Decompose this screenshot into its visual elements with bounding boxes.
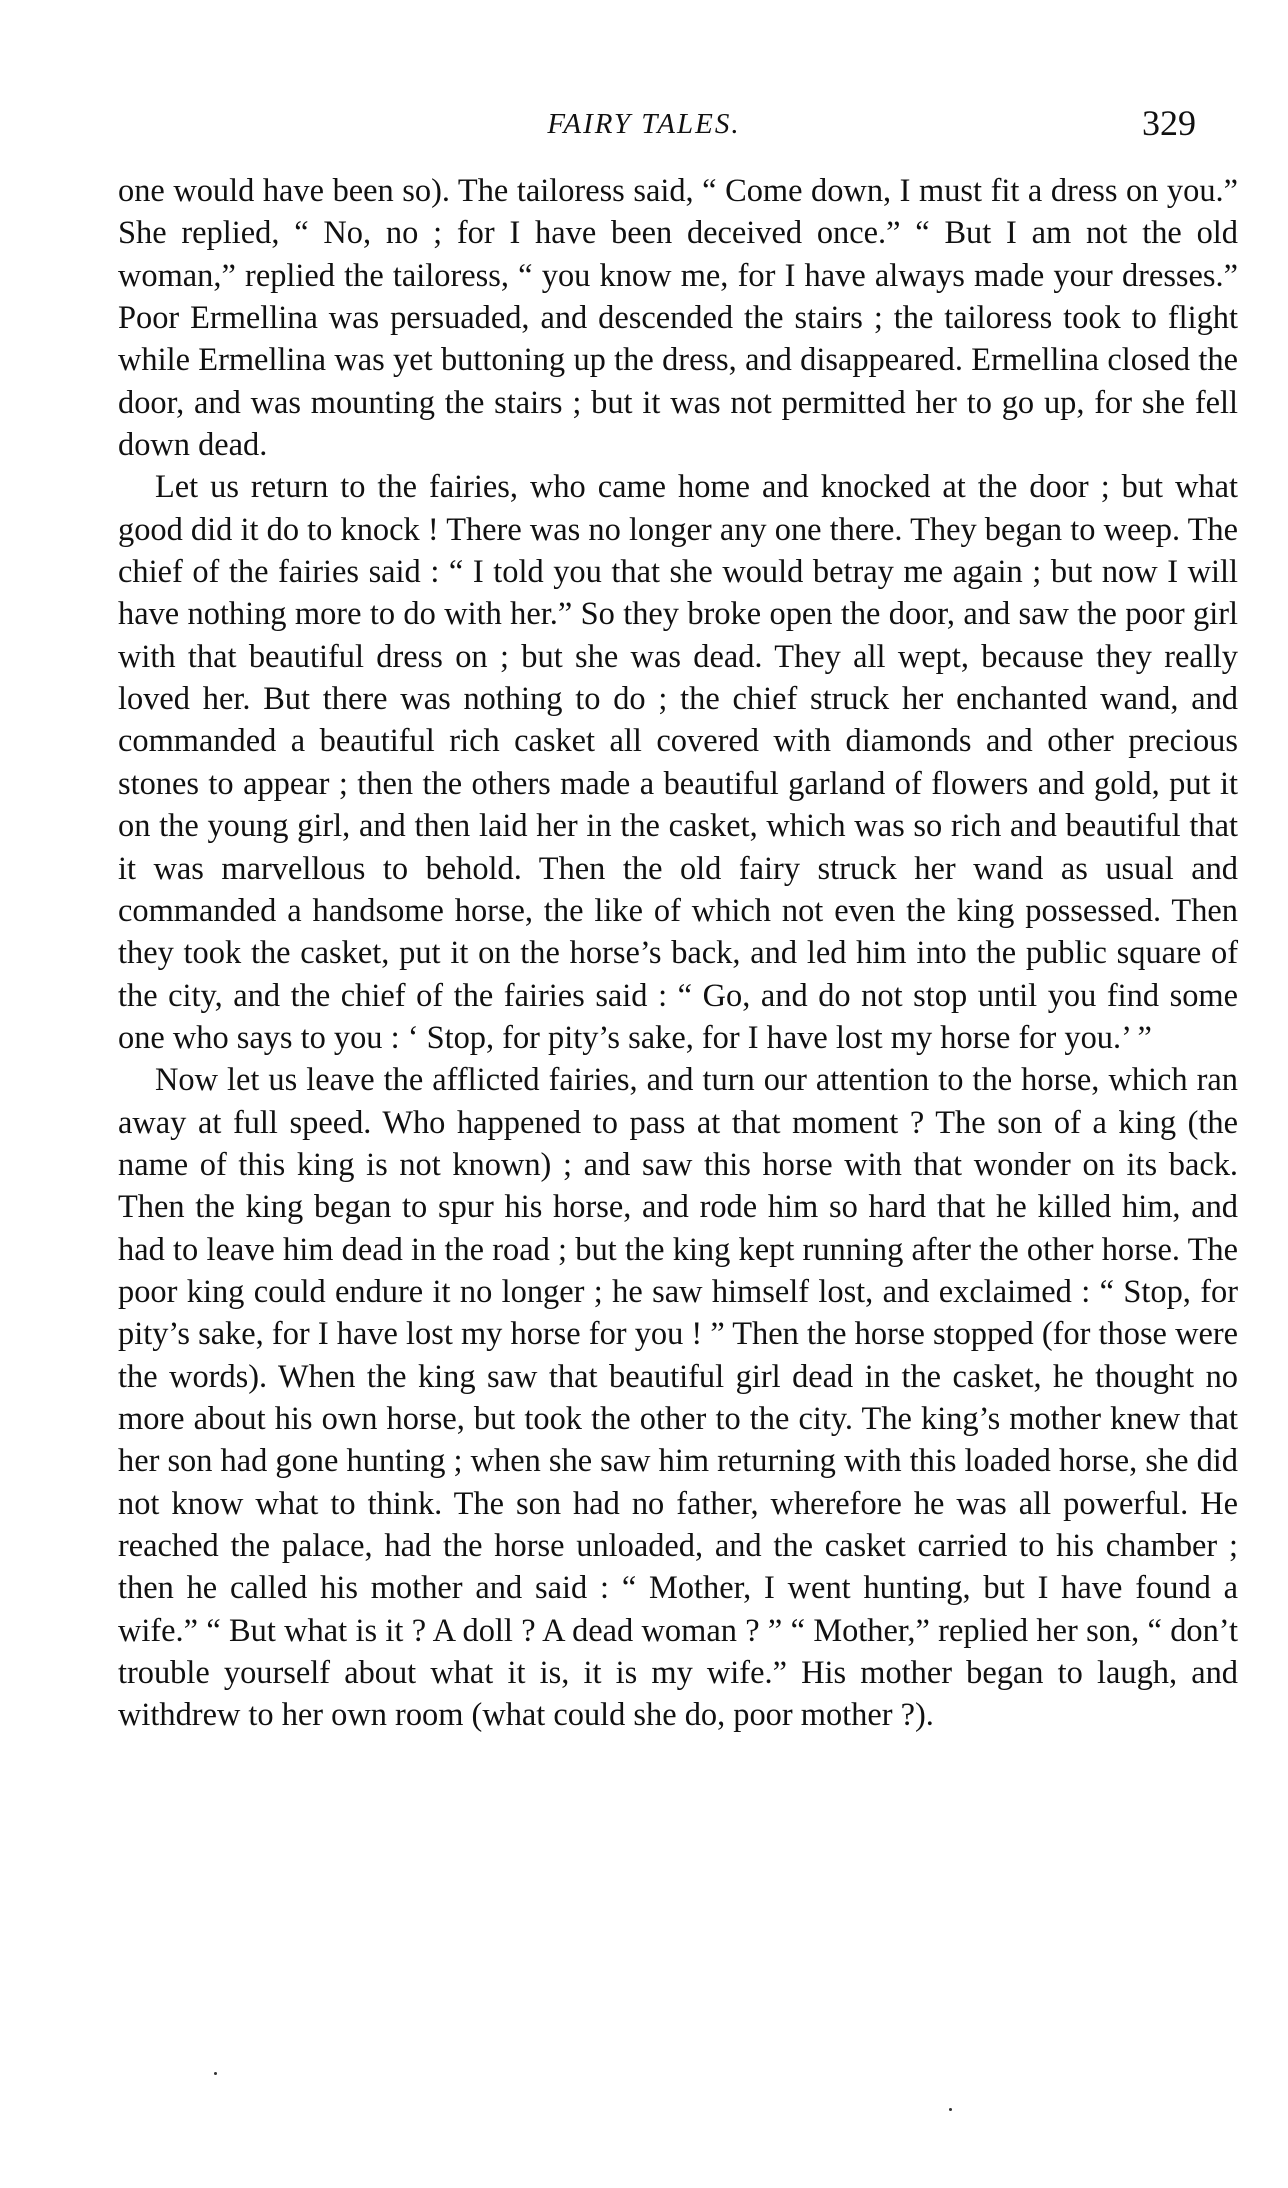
print-speck bbox=[949, 2108, 952, 2111]
print-speck bbox=[214, 2072, 217, 2075]
paragraph-continued: one would have been so). The tailoress said, “ Come down, I must fit a dress on you.” She replied, “ No, no ; for I have been deceived once.” “ But I am not the old woman,” replied the tailoress, “ you know me, for I have always made your dresses.” Poor Ermellina was persuaded, and descended the stairs ; the tailoress took to flight while Ermellina was yet buttoning up the dress, and disappeared. Ermellina closed the door, and was mounting the stairs ; but it was not permitted her to go up, for she fell down dead. bbox=[118, 173, 1238, 464]
paragraph: Now let us leave the afflicted fairies, and turn our attention to the horse, which ran away at full speed. Who happened to pass at that moment ? The son of a king (the name of this king is not known) ; and saw this horse with that wonder on its back. Then the king began to spur his horse, and rode him so hard that he killed him, and had to leave him dead in the road ; but the king kept running after the other horse. The poor king could endure it no longer ; he saw himself lost, and exclaimed : “ Stop, for pity’s sake, for I have lost my horse for you ! ” Then the horse stopped (for those were the words). When the king saw that beautiful girl dead in the casket, he thought no more about his own horse, but took the other to the city. The king’s mother knew that her son had gone hunting ; when she saw him returning with this loaded horse, she did not know what to think. The son had no father, wherefore he was all powerful. He reached the palace, had the horse unloaded, and the casket carried to his chamber ; then he called his mother and said : “ Mother, I went hunting, but I have found a wife.” “ But what is it ? A doll ? A dead woman ? ” “ Mother,” replied her son, “ don’t trouble yourself about what it is, it is my wife.” His mother began to laugh, and withdrew to her own room (what could she do, poor mother ?). bbox=[118, 1062, 1238, 1734]
running-title: FAIRY TALES. bbox=[547, 108, 741, 140]
body-text bbox=[118, 170, 1238, 1737]
paragraph: Let us return to the fairies, who came home and knocked at the door ; but what good did it do to knock ! There was no longer any one there. They began to weep. The chief of the fairies said : “ I told you that she would betray me again ; but now I will have nothing more to do with her.” So they broke open the door, and saw the poor girl with that beautiful dress on ; but she was dead. They all wept, because they really loved her. But there was nothing to do ; the chief struck her enchanted wand, and commanded a beautiful rich casket all covered with diamonds and other precious stones to appear ; then the others made a beautiful garland of flowers and gold, put it on the young girl, and then laid her in the casket, which was so rich and beautiful that it was marvellous to behold. Then the old fairy struck her wand as usual and commanded a handsome horse, the like of which not even the king possessed. Then they took the casket, put it on the horse’s back, and led him into the public square of the city, and the chief of the fairies said : “ Go, and do not stop until you find some one who says to you : ‘ Stop, for pity’s sake, for I have lost my horse for you.’ ” bbox=[118, 469, 1238, 1056]
page-number: 329 bbox=[1142, 103, 1196, 143]
